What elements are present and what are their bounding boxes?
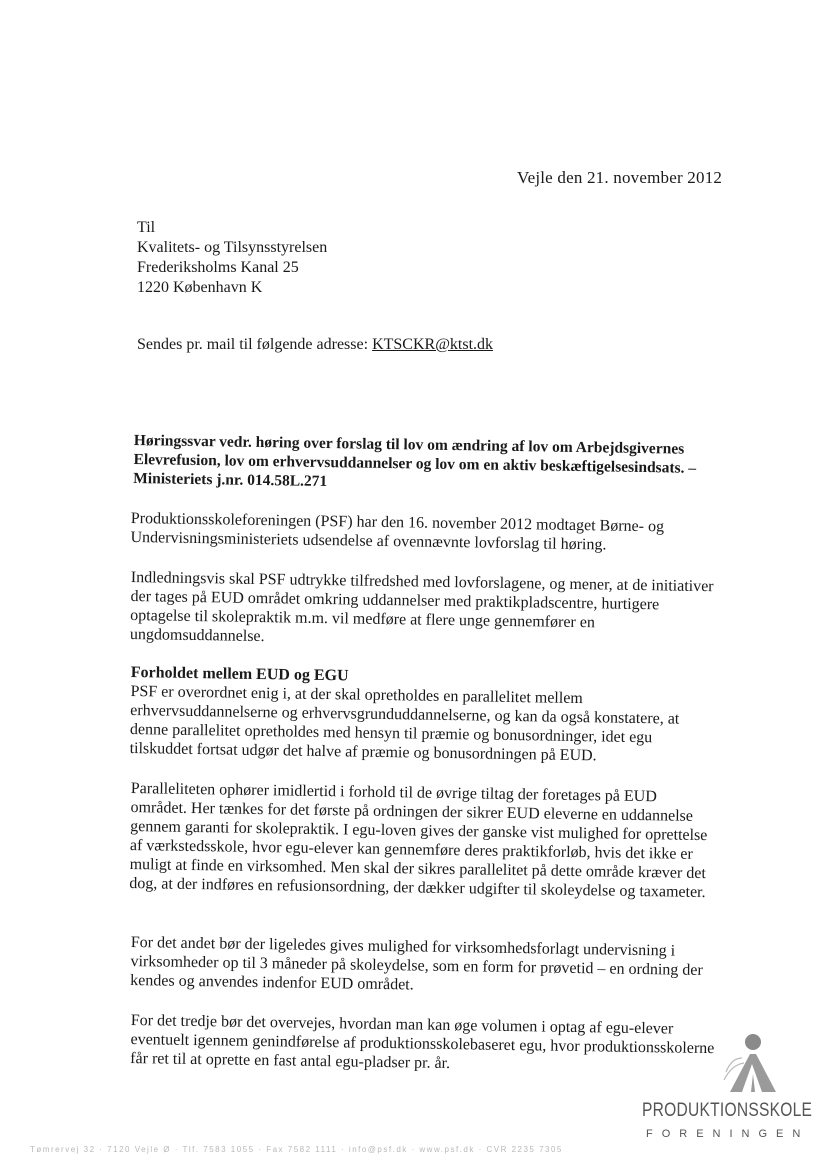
paragraph-intro [130, 509, 716, 556]
paragraph-text: Paralleliteten ophører imidlertid i forhold til de øvrige tiltag der foretages på EUD området. Her tænkes for det første på ordningen der sikrer EUD eleverne en uddannelse gennem garanti for skolepraktik. I egu-loven gives der ganske vist mulighed for oprettelse af værkstedsskole, hvor egu-elever kan gennemføre deres praktikforløb, hvis det ikke er muligt at finde en virksomhed. Men skal der sikres parallelitet på dette område kræver det dog, at der indføres en refusionsordning, der dækker udgifter til skoleydelse og taxameter. [129, 779, 708, 902]
section-eud-egu [130, 663, 716, 767]
paragraph-text: PSF er overordnet enig i, at der skal opretholdes en parallelitet mellem erhvervsuddannelserne og erhvervsgrunduddannelserne, og kan da også konstatere, at denne parallelitet opretholdes med hensyn til præmie og bonusordninger, idet egu tilskuddet fortsat udgør det halve af præmie og bonusordningen på EUD. [129, 682, 680, 765]
paragraph-text: For det tredje bør det overvejes, hvordan man kan øge volumen i optag af egu-elever eventuelt igennem genindførelse af produktionsskolebaseret egu, hvor produktionsskolerne får ret til at oprette en fast antal egu-pladser pr. år. [130, 1011, 715, 1073]
email-link[interactable]: KTSCKR@ktst.dk [372, 336, 494, 353]
recipient-line: Frederiksholms Kanal 25 [137, 259, 299, 276]
mail-note-text: Sendes pr. mail til følgende adresse: [137, 336, 373, 353]
recipient-line: Til [137, 219, 156, 236]
paragraph-second [130, 933, 716, 999]
recipient-address [137, 218, 327, 298]
recipient-line: Kvalitets- og Tilsynsstyrelsen [137, 239, 328, 256]
logo-subtitle: FORENINGEN [646, 1128, 810, 1140]
mail-note [137, 336, 493, 354]
section-heading: Forholdet mellem EUD og EGU [130, 663, 349, 685]
footer-contact: Tømrervej 32 · 7120 Vejle Ø · Tlf. 7583 1055 · Fax 7582 1111 · info@psf.dk · www.psf.dk · CVR 2235 7305 [30, 1145, 563, 1154]
paragraph-parallel [129, 779, 716, 902]
logo-emblem-icon [720, 1032, 780, 1094]
letter-date: Vejle den 21. november 2012 [517, 168, 723, 187]
paragraph-text: Produktionsskoleforeningen (PSF) har den 16. november 2012 modtaget Børne- og Undervisningsministeriets udsendelse af ovennævnte lovforslag til høring. [130, 509, 665, 554]
recipient-line: 1220 København K [137, 279, 263, 296]
logo-name: PRODUKTIONSSKOLE [642, 1100, 813, 1121]
paragraph-text: For det andet bør der ligeledes gives mulighed for virksomhedsforlagt undervisning i virksomheder op til 3 måneder på skoleydelse, som en form for prøvetid – en ordning der kendes og anvendes indenfor EUD området. [130, 933, 703, 994]
paragraph-text: Indledningsvis skal PSF udtrykke tilfredshed med lovforslagene, og mener, at de initiativer der tages på EUD området omkring uddannelser med praktikpladscentre, hurtigere optagelse til skolepraktik m.m. vil medføre at flere unge gennemfører en ungdomsuddannelse. [129, 568, 714, 646]
paragraph-opening [130, 568, 716, 653]
paragraph-third [130, 1011, 716, 1077]
subject-heading: Høringssvar vedr. høring over forslag til lov om ændring af lov om Arbejdsgivernes Elevrefusion, lov om erhvervsuddannelser og lov om en aktiv beskæftigelsesindsats. – Ministeriets j.nr. 014.58L.271 [133, 431, 697, 491]
psf-logo [640, 1032, 813, 1162]
